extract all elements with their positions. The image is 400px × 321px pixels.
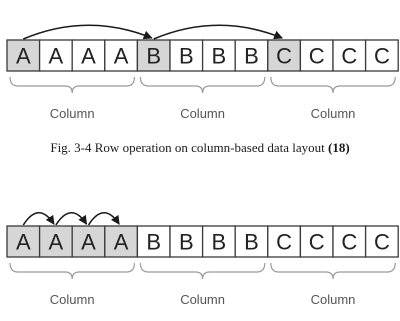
cell-label: C xyxy=(341,229,358,255)
cell-c xyxy=(366,226,399,257)
group-label: Column xyxy=(180,292,225,307)
cell-a xyxy=(40,40,73,71)
cell-b xyxy=(137,226,170,257)
cell-c xyxy=(300,226,333,257)
group-label: Column xyxy=(49,106,95,121)
cell-a xyxy=(7,40,40,71)
cell-a xyxy=(105,226,138,257)
cell-c xyxy=(333,40,366,71)
row-operation-diagram xyxy=(7,25,398,121)
cell-label: A xyxy=(113,229,129,255)
cell-label: C xyxy=(373,43,390,69)
cell-label: A xyxy=(15,43,31,69)
cell-b xyxy=(203,226,236,257)
cell-label: B xyxy=(244,43,259,69)
cell-label: B xyxy=(211,229,227,255)
cell-b xyxy=(235,226,268,257)
cell-c xyxy=(333,226,366,257)
cell-label: C xyxy=(373,229,390,255)
cell-label: B xyxy=(146,229,162,255)
figure-caption xyxy=(50,140,349,155)
cell-c xyxy=(268,40,301,71)
group-brace xyxy=(10,263,134,279)
group-brace xyxy=(140,77,264,93)
cell-label: B xyxy=(178,229,194,255)
cell-label: A xyxy=(81,229,96,255)
cell-label: A xyxy=(15,229,31,255)
cell-label: A xyxy=(113,43,129,69)
group-label: Column xyxy=(310,106,356,121)
cell-b xyxy=(137,40,170,71)
group-brace xyxy=(271,263,395,279)
caption-text: Fig. 3-4 Row operation on column-based data layout xyxy=(50,140,328,155)
group-label: Column xyxy=(49,292,95,307)
cell-b xyxy=(170,226,203,257)
cell-label: A xyxy=(81,43,96,69)
cell-label: C xyxy=(276,229,293,255)
cell-label: B xyxy=(211,43,227,69)
cell-b xyxy=(235,40,268,71)
group-brace xyxy=(271,77,395,93)
cell-label: B xyxy=(244,229,259,255)
group-label: Column xyxy=(310,292,356,307)
cell-label: B xyxy=(178,43,194,69)
group-label: Column xyxy=(180,106,225,121)
cell-label: A xyxy=(48,43,64,69)
cell-a xyxy=(72,40,105,71)
cell-a xyxy=(105,40,138,71)
cell-label: B xyxy=(146,43,162,69)
cell-a xyxy=(40,226,73,257)
jump-arrow xyxy=(89,213,120,225)
jump-arrow xyxy=(56,213,87,225)
cell-c xyxy=(300,40,333,71)
cell-b xyxy=(170,40,203,71)
column-operation-diagram xyxy=(7,213,398,307)
group-brace xyxy=(10,77,134,93)
jump-arrow xyxy=(154,25,282,39)
cell-a xyxy=(7,226,40,257)
cell-c xyxy=(366,40,399,71)
cell-label: C xyxy=(308,229,325,255)
jump-arrow xyxy=(23,25,151,39)
cell-label: C xyxy=(276,43,293,69)
jump-arrow xyxy=(23,213,54,225)
caption-reference: (18) xyxy=(327,140,350,155)
cell-label: C xyxy=(308,43,325,69)
cell-b xyxy=(203,40,236,71)
group-brace xyxy=(140,263,264,279)
cell-c xyxy=(268,226,301,257)
cell-label: A xyxy=(48,229,64,255)
cell-a xyxy=(72,226,105,257)
cell-label: C xyxy=(341,43,358,69)
